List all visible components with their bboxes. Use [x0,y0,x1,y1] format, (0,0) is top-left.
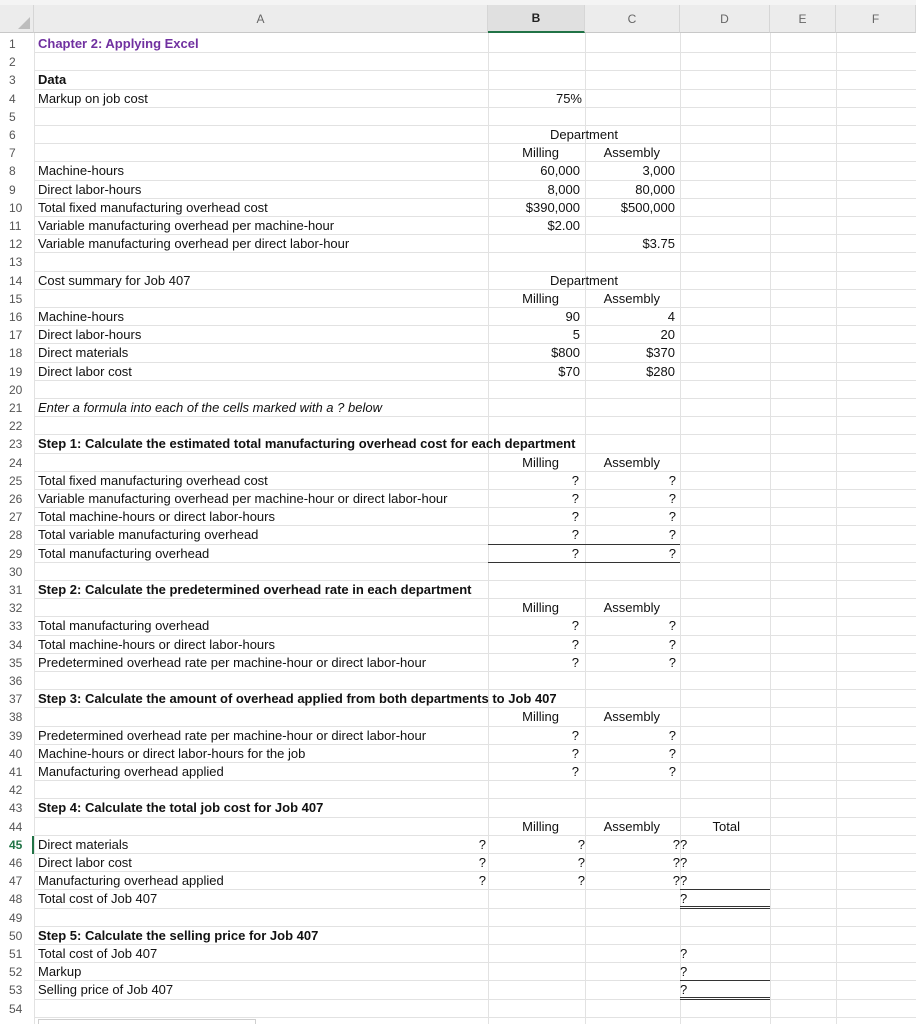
grid-row [34,781,916,799]
formula-cell[interactable]: ? [571,491,579,506]
row-header[interactable]: 40 [0,745,34,763]
formula-cell[interactable]: ? [680,890,770,908]
step2-row-label[interactable]: Total manufacturing overhead [38,618,210,634]
step3-heading[interactable]: Step 3: Calculate the amount of overhead applied from both departments to Job 407 [38,691,557,707]
grid-row [34,909,916,927]
job-row-label[interactable]: Direct materials [38,345,129,361]
formula-cell[interactable]: ? [672,836,680,852]
row-header[interactable]: 27 [0,508,34,526]
job-row-label[interactable]: Direct labor cost [38,363,132,379]
data-row-milling[interactable]: $390,000 [525,199,580,215]
job-row-label[interactable]: Machine-hours [38,309,124,324]
formula-cell[interactable]: ? [571,472,579,488]
milling-label[interactable]: Milling [522,709,559,725]
formula-cell[interactable]: ? [488,545,585,563]
row-header[interactable]: 37 [0,690,34,708]
data-row-label[interactable]: Variable manufacturing overhead per direct labor-hour [38,236,350,252]
department-label[interactable]: Department [550,127,618,142]
row-header[interactable]: 51 [0,945,34,963]
data-row-assembly[interactable] [585,217,680,235]
grid-row [34,1000,916,1018]
step5-row-label[interactable]: Markup [38,964,82,980]
row-header[interactable]: 17 [0,326,34,344]
data-row-assembly[interactable]: $3.75 [642,236,675,252]
grid-row [34,253,916,271]
data-row-milling[interactable]: $2.00 [547,218,580,233]
grid-row [34,144,916,162]
job-row-label[interactable]: Direct labor-hours [38,327,142,343]
job-row-milling[interactable]: 90 [565,309,580,324]
formula-cell[interactable]: ? [585,545,680,563]
formula-cell[interactable]: ? [571,618,579,634]
formula-cell[interactable]: ? [571,636,579,652]
formula-cell[interactable]: ? [672,873,680,889]
step4-row-label[interactable]: Direct materials [38,836,129,852]
formula-cell[interactable]: ? [577,836,585,852]
row-header[interactable]: 1 [0,35,34,53]
column-header-d[interactable]: D [680,5,770,33]
row-header[interactable]: 15 [0,290,34,308]
formula-cell[interactable]: ? [571,745,579,761]
formula-cell[interactable]: ? [571,509,579,525]
assembly-label[interactable]: Assembly [603,290,660,306]
row-header[interactable]: 39 [0,727,34,745]
data-row-assembly[interactable]: $500,000 [620,199,675,215]
row-header[interactable]: 25 [0,472,34,490]
column-header-a[interactable]: A [34,5,488,33]
formula-cell[interactable]: ? [478,873,486,889]
row-header[interactable]: 54 [0,1000,34,1018]
job-row-assembly[interactable]: $370 [646,345,675,361]
grid-row [34,563,916,581]
milling-label[interactable]: Milling [522,600,559,616]
step3-row-label[interactable]: Manufacturing overhead applied [38,764,224,779]
milling-label[interactable]: Milling [522,818,559,834]
assembly-label[interactable]: Assembly [603,709,660,725]
formula-cell[interactable]: ? [577,855,585,870]
row-header[interactable]: 31 [0,581,34,599]
row-header[interactable]: 35 [0,654,34,672]
job-row-assembly[interactable]: 20 [660,327,675,343]
row-header[interactable]: 52 [0,963,34,981]
row-header[interactable]: 34 [0,636,34,654]
row-header[interactable]: 28 [0,526,34,544]
formula-cell[interactable]: ? [680,981,770,999]
column-header-f[interactable]: F [836,5,916,33]
step2-row-label[interactable]: Predetermined overhead rate per machine-hour or direct labor-hour [38,654,427,670]
grid-row [34,672,916,690]
grid-row [34,454,916,472]
step1-row-label[interactable]: Total manufacturing overhead [38,545,210,561]
step4-row-label[interactable]: Direct labor cost [38,855,132,870]
row-header[interactable]: 43 [0,799,34,817]
select-all-button[interactable] [0,5,34,33]
row-header[interactable]: 7 [0,144,34,162]
grid-row [34,290,916,308]
formula-cell[interactable]: ? [668,618,676,634]
job-row-assembly[interactable]: 4 [667,309,675,324]
row-header[interactable]: 24 [0,454,34,472]
formula-cell[interactable]: ? [478,855,486,870]
grid-row [34,53,916,71]
grid-row [34,599,916,617]
step5-row-label[interactable]: Selling price of Job 407 [38,982,174,998]
row-header[interactable]: 45 [0,836,34,854]
grid-row [34,708,916,726]
row-header[interactable]: 22 [0,417,34,435]
grid-row [34,417,916,435]
row-header[interactable]: 18 [0,344,34,362]
milling-label[interactable]: Milling [522,290,559,306]
row-header[interactable]: 6 [0,126,34,144]
row-header[interactable]: 14 [0,272,34,290]
step5-heading[interactable]: Step 5: Calculate the selling price for Job 407 [38,927,319,943]
assembly-label[interactable]: Assembly [603,818,660,834]
formula-cell[interactable]: ? [668,472,676,488]
row-header[interactable]: 12 [0,235,34,253]
row-header[interactable]: 50 [0,927,34,945]
step1-row-label[interactable]: Total machine-hours or direct labor-hours [38,509,275,525]
grid-row [34,818,916,836]
row-header[interactable]: 44 [0,818,34,836]
row-header[interactable]: 48 [0,890,34,908]
step5-row-label[interactable]: Total cost of Job 407 [38,946,158,961]
job-row-milling[interactable]: $70 [558,363,580,379]
row-header[interactable]: 16 [0,308,34,326]
cost-summary-label[interactable]: Cost summary for Job 407 [38,272,191,288]
data-row-label[interactable]: Machine-hours [38,163,124,179]
row-header[interactable]: 3 [0,71,34,89]
column-header-c[interactable]: C [585,5,680,33]
formula-cell[interactable]: ? [668,491,676,506]
row-header[interactable]: 49 [0,909,34,927]
job-row-assembly[interactable]: $280 [646,363,675,379]
step3-row-label[interactable]: Machine-hours or direct labor-hours for the job [38,745,306,761]
formula-cell[interactable]: ? [680,946,688,961]
job-row-milling[interactable]: $800 [551,345,580,361]
grid-row [34,108,916,126]
job-row-milling[interactable]: 5 [572,327,580,343]
step2-row-label[interactable]: Total machine-hours or direct labor-hours [38,636,275,652]
sheet-tab-area[interactable] [38,1019,256,1024]
row-header[interactable]: 46 [0,854,34,872]
formula-cell[interactable]: ? [668,727,676,743]
formula-cell[interactable]: ? [577,873,585,889]
column-header-e[interactable]: E [770,5,836,33]
row-header[interactable]: 29 [0,545,34,563]
data-row-label[interactable]: Variable manufacturing overhead per machine-hour [38,218,335,233]
instruction-text[interactable]: Enter a formula into each of the cells marked with a ? below [38,400,382,415]
department-label[interactable]: Department [550,272,618,288]
row-header[interactable]: 19 [0,363,34,381]
row-header[interactable]: 53 [0,981,34,999]
row-header[interactable]: 9 [0,181,34,199]
row-header[interactable]: 30 [0,563,34,581]
assembly-label[interactable]: Assembly [603,454,660,470]
step1-row-label[interactable]: Variable manufacturing overhead per machine-hour or direct labor-hour [38,491,448,506]
formula-cell[interactable]: ? [668,636,676,652]
milling-label[interactable]: Milling [522,145,559,161]
row-header[interactable]: 42 [0,781,34,799]
formula-cell[interactable]: ? [680,872,770,890]
formula-cell[interactable]: ? [680,836,688,852]
formula-cell[interactable]: ? [571,764,579,779]
step2-heading[interactable]: Step 2: Calculate the predetermined overhead rate in each department [38,582,472,597]
row-header[interactable]: 23 [0,435,34,453]
row-header[interactable]: 2 [0,53,34,71]
formula-cell[interactable]: ? [478,836,486,852]
column-header-b[interactable]: B [488,5,585,33]
row-header[interactable]: 21 [0,399,34,417]
formula-cell[interactable]: ? [585,526,680,544]
markup-label[interactable]: Markup on job cost [38,90,148,106]
title-cell[interactable]: Chapter 2: Applying Excel [38,36,199,51]
row-header[interactable]: 36 [0,672,34,690]
row-header[interactable]: 4 [0,90,34,108]
row-header[interactable]: 26 [0,490,34,508]
data-row-milling[interactable]: 8,000 [547,181,580,197]
step4-heading[interactable]: Step 4: Calculate the total job cost for Job 407 [38,800,324,816]
row-header[interactable]: 8 [0,162,34,180]
data-row-assembly[interactable]: 3,000 [642,163,675,179]
data-row-label[interactable]: Direct labor-hours [38,181,142,197]
row-header[interactable]: 32 [0,599,34,617]
formula-cell[interactable]: ? [668,745,676,761]
step1-heading[interactable]: Step 1: Calculate the estimated total manufacturing overhead cost for each department [38,436,576,452]
select-all-icon [18,17,30,29]
formula-cell[interactable]: ? [680,855,688,870]
data-row-milling[interactable] [488,235,585,253]
step1-row-label[interactable]: Total fixed manufacturing overhead cost [38,472,268,488]
step1-row-label[interactable]: Total variable manufacturing overhead [38,527,259,543]
markup-value[interactable]: 75% [555,90,582,106]
step4-row-label[interactable]: Total cost of Job 407 [38,891,158,907]
grid-row [34,381,916,399]
formula-cell[interactable]: ? [668,509,676,525]
row-header[interactable]: 38 [0,708,34,726]
row-header[interactable]: 20 [0,381,34,399]
row-header[interactable]: 47 [0,872,34,890]
data-heading[interactable]: Data [38,72,67,88]
assembly-label[interactable]: Assembly [603,600,660,616]
row-header[interactable]: 33 [0,617,34,635]
row-header[interactable]: 5 [0,108,34,126]
formula-cell[interactable]: ? [668,654,676,670]
assembly-label[interactable]: Assembly [603,145,660,161]
data-row-milling[interactable]: 60,000 [540,163,580,179]
formula-cell[interactable]: ? [571,727,579,743]
milling-label[interactable]: Milling [522,454,559,470]
grid-row [34,126,916,144]
formula-cell[interactable]: ? [680,963,770,981]
total-label[interactable]: Total [712,818,740,834]
formula-cell[interactable]: ? [668,764,676,779]
data-row-assembly[interactable]: 80,000 [635,181,675,197]
data-row-label[interactable]: Total fixed manufacturing overhead cost [38,199,268,215]
formula-cell[interactable]: ? [672,855,680,870]
formula-cell[interactable]: ? [488,526,585,544]
step4-row-label[interactable]: Manufacturing overhead applied [38,873,224,889]
row-header[interactable]: 10 [0,199,34,217]
row-header[interactable]: 41 [0,763,34,781]
row-header[interactable]: 13 [0,253,34,271]
step3-row-label[interactable]: Predetermined overhead rate per machine-hour or direct labor-hour [38,727,427,743]
row-header[interactable]: 11 [0,217,34,235]
formula-cell[interactable]: ? [571,654,579,670]
